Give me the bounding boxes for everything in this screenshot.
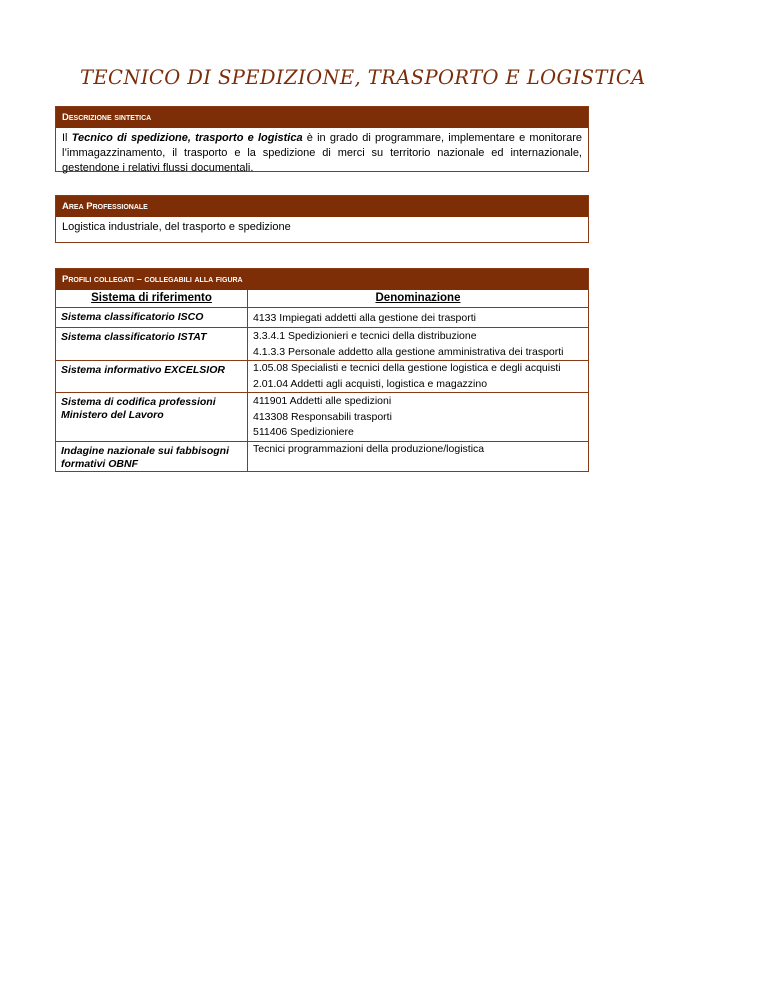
- row-value: 2.01.04 Addetti agli acquisti, logistica e magazzino: [253, 377, 488, 390]
- table-row: [56, 328, 588, 361]
- row-label: Sistema classificatorio ISCO: [56, 308, 248, 328]
- page-title: TECNICO DI SPEDIZIONE, TRASPORTO E LOGISTICA: [80, 66, 646, 89]
- area-section: [55, 195, 589, 243]
- area-header: Area Professionale: [56, 196, 588, 217]
- profili-table: [56, 290, 588, 471]
- row-label: Indagine nazionale sui fabbisogni formativi OBNF: [56, 441, 248, 471]
- profili-section: [55, 268, 589, 472]
- descrizione-prefix: Il: [62, 132, 72, 144]
- table-row: [56, 361, 588, 393]
- table-row: [56, 308, 588, 328]
- row-value: Tecnici programmazioni della produzione/logistica: [253, 442, 485, 455]
- table-row: [56, 393, 588, 442]
- row-value: 413308 Responsabili trasporti: [253, 410, 392, 423]
- row-label: Sistema classificatorio ISTAT: [56, 328, 248, 361]
- area-text: Logistica industriale, del trasporto e spedizione: [62, 221, 291, 233]
- col-denominazione-header: Denominazione: [248, 290, 589, 308]
- descrizione-suffix: è in grado di programmare, implementare e monitorare l’immagazzinamento, il trasporto e la spedizione di merci su territorio nazionale ed internazionale, gestendone i relativi flussi documentali.: [62, 132, 582, 174]
- row-value: 1.05.08 Specialisti e tecnici della gestione logistica e degli acquisti: [253, 362, 561, 374]
- row-value: 3.3.4.1 Spedizionieri e tecnici della distribuzione: [253, 330, 477, 342]
- row-value: 4133 Impiegati addetti alla gestione dei trasporti: [253, 312, 476, 324]
- descrizione-role: Tecnico di spedizione, trasporto e logistica: [71, 132, 303, 144]
- table-row: [56, 441, 588, 471]
- descrizione-section: [55, 106, 589, 172]
- col-sistema-header: Sistema di riferimento: [56, 290, 248, 308]
- row-value: 411901 Addetti alle spedizioni: [253, 395, 392, 407]
- row-label: Sistema di codifica professioni Ministero del Lavoro: [56, 393, 248, 442]
- descrizione-text: [56, 128, 588, 179]
- row-value: 511406 Spedizioniere: [253, 426, 354, 438]
- row-value: 4.1.3.3 Personale addetto alla gestione amministrativa dei trasporti: [253, 345, 564, 358]
- profili-header: Profili collegati – collegabili alla figura: [56, 269, 588, 290]
- row-label: Sistema informativo EXCELSIOR: [56, 361, 248, 393]
- descrizione-header: Descrizione sintetica: [56, 107, 588, 128]
